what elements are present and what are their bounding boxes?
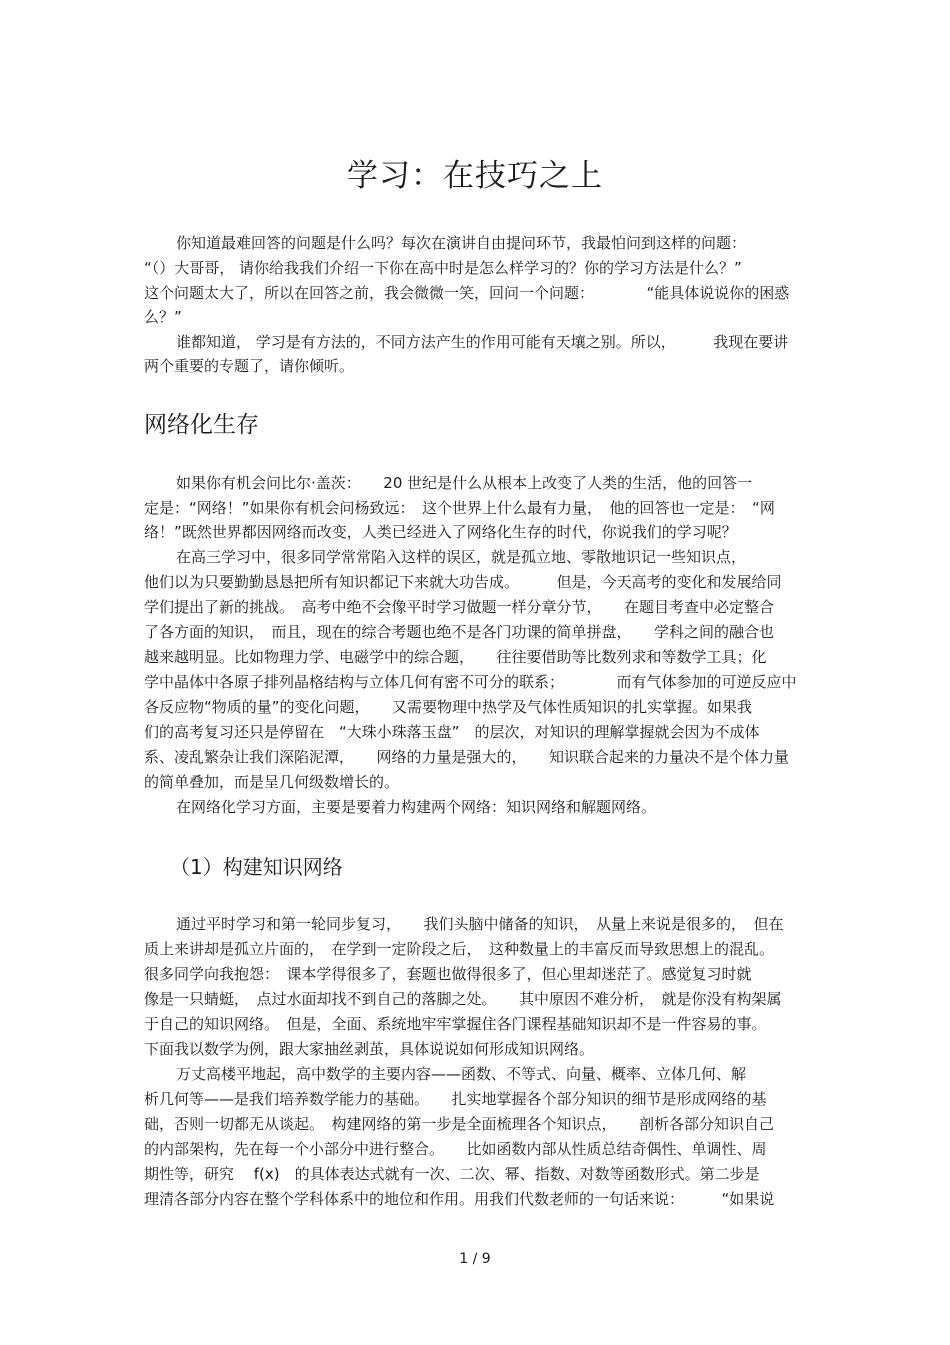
text-line: 于自己的知识网络。 但是，全面、系统地牢牢掌握住各门课程基础知识却不是一件容易的事。 (144, 1015, 767, 1033)
text-line: 质上来讲却是孤立片面的， 在学到一定阶段之后， 这种数量上的丰富反而导致思想上的混乱。 (144, 940, 775, 958)
text-line: 你知道最难回答的问题是什么吗？每次在演讲自由提问环节，我最怕问到这样的问题： (176, 234, 747, 252)
text-line: 他们以为只要勤勤恳恳把所有知识都记下来就大功告成。 但是，今天高考的变化和发展给同 (144, 573, 782, 591)
text-line: 的简单叠加，而是呈几何级数增长的。 (144, 773, 400, 791)
page-number: 1 / 9 (459, 1251, 491, 1267)
text-line: 学们提出了新的挑战。 高考中绝不会像平时学习做题一样分章分节， 在题目考查中必定整合 (144, 598, 775, 616)
text-line: 下面我以数学为例，跟大家抽丝剥茧，具体说说如何形成知识网络。 (144, 1040, 595, 1058)
section-heading: 网络化生存 (144, 412, 259, 438)
text-line: 么？” (144, 308, 182, 326)
text-line: 像是一只蜻蜓， 点过水面却找不到自己的落脚之处。 其中原因不难分析， 就是你没有构架属 (144, 990, 782, 1008)
text-line: 础，否则一切都无从谈起。 构建网络的第一步是全面梳理各个知识点， 剖析各部分知识自己 (144, 1115, 775, 1133)
text-line: 通过平时学习和第一轮同步复习， 我们头脑中储备的知识， 从量上来说是很多的， 但在 (176, 915, 784, 933)
text-line: 万丈高楼平地起，高中数学的主要内容——函数、不等式、向量、概率、立体几何、解 (176, 1065, 747, 1083)
text-line: 各反应物“物质的量”的变化问题， 又需要物理中热学及气体性质知识的扎实掌握。如果我 (144, 698, 753, 716)
text-line: 很多同学向我抱怨： 课本学得很多了，套题也做得很多了，但心里却迷茫了。感觉复习时就 (144, 965, 752, 983)
text-line: 如果你有机会问比尔·盖茨： 20 世纪是什么从根本上改变了人类的生活，他的回答一 (176, 474, 753, 492)
text-line: 在网络化学习方面，主要是要着力构建两个网络：知识网络和解题网络。 (176, 798, 657, 816)
page-title: 学习：在技巧之上 (347, 158, 603, 194)
text-line: 了各方面的知识， 而且，现在的综合考题也绝不是各门功课的简单拼盘， 学科之间的融合也 (144, 623, 775, 641)
text-line: 系、凌乱繁杂让我们深陷泥潭， 网络的力量是强大的， 知识联合起来的力量决不是个体力量 (144, 748, 790, 766)
text-line: 的内部架构，先在每一个小部分中进行整合。 比如函数内部从性质总结奇偶性、单调性、周 (144, 1140, 767, 1158)
subsection-heading: （1）构建知识网络 (170, 855, 343, 879)
text-line: 定是：“网络！”如果你有机会问杨致远： 这个世界上什么最有力量， 他的回答也一定是： “网 (144, 499, 775, 517)
text-line: 络！”既然世界都因网络而改变，人类已经进入了网络化生存的时代，你说我们的学习呢？ (144, 523, 737, 541)
text-line: 谁都知道， 学习是有方法的，不同方法产生的作用可能有天壤之别。所以， 我现在要讲 (176, 333, 789, 351)
text-line: 两个重要的专题了，请你倾听。 (144, 357, 355, 375)
text-line: 这个问题太大了，所以在回答之前，我会微微一笑，回问一个问题： “能具体说说你的困惑 (144, 284, 790, 302)
text-line: 理清各部分内容在整个学科体系中的地位和作用。用我们代数老师的一句话来说： “如果说 (144, 1190, 775, 1208)
text-line: 在高三学习中，很多同学常常陷入这样的误区，就是孤立地、零散地识记一些知识点， (176, 548, 747, 566)
text-line: 学中晶体中各原子排列晶格结构与立体几何有密不可分的联系； 而有气体参加的可逆反应中 (144, 673, 797, 691)
text-line: 们的高考复习还只是停留在 “大珠小珠落玉盘” 的层次，对知识的理解掌握就会因为不成体 (144, 723, 760, 741)
text-line: 期性等，研究 f(x) 的具体表达式就有一次、二次、幂、指数、对数等函数形式。第二步是 (144, 1165, 760, 1183)
text-line: 析几何等——是我们培养数学能力的基础。 扎实地掌握各个部分知识的细节是形成网络的基 (144, 1090, 767, 1108)
text-line: 越来越明显。比如物理力学、电磁学中的综合题， 往往要借助等比数列求和等数学工具；化 (144, 648, 767, 666)
text-line: “（）大哥哥， 请你给我我们介绍一下你在高中时是怎么样学习的？你的学习方法是什么？” (144, 259, 742, 277)
